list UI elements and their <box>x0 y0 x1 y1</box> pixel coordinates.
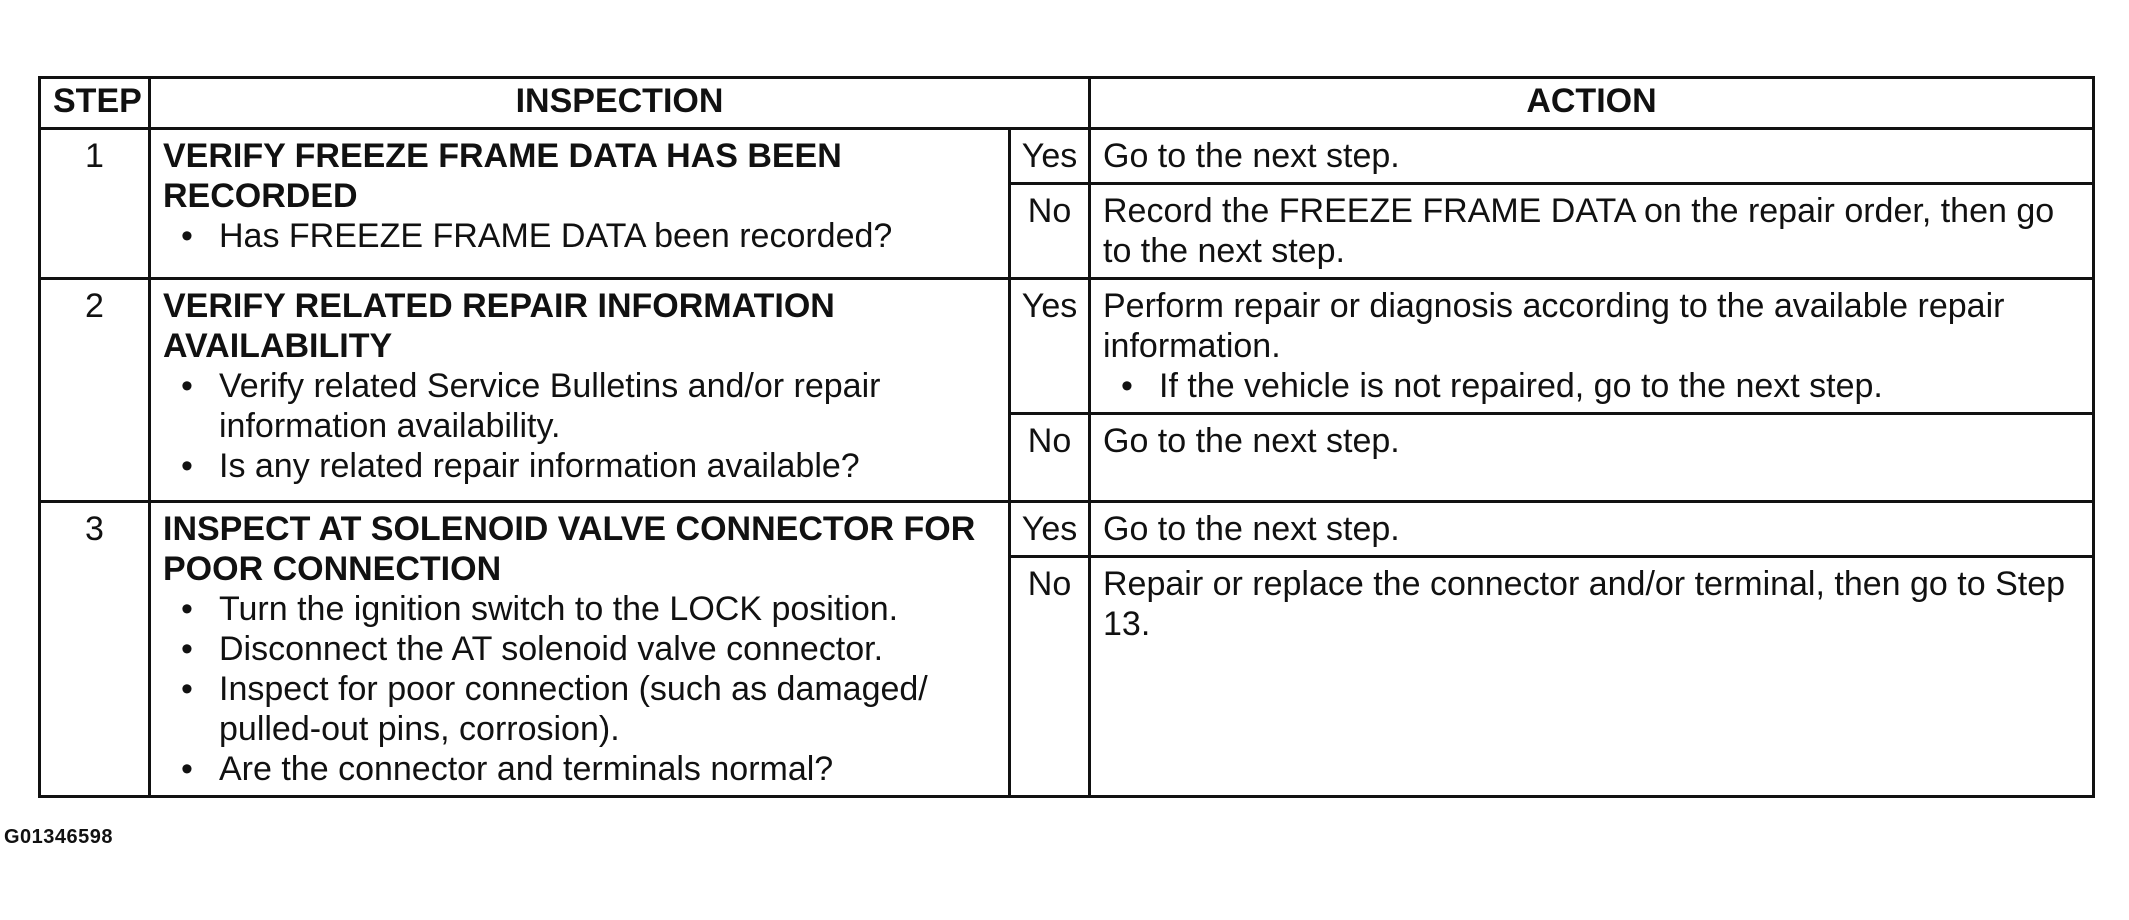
table-row <box>40 129 2094 184</box>
inspection-bullet: • Is any related repair information available? <box>181 446 996 486</box>
inspection-bullet: • Verify related Service Bulletins and/or repair information availability. <box>181 366 996 446</box>
step-number: 2 <box>40 279 150 502</box>
yes-action: Go to the next step. <box>1090 502 2094 557</box>
inspection-title: VERIFY RELATED REPAIR INFORMATION AVAILABILITY <box>163 287 835 365</box>
inspection-cell <box>150 502 1010 797</box>
no-action: Go to the next step. <box>1090 414 2094 502</box>
figure-id: G01346598 <box>4 826 114 848</box>
yes-label: Yes <box>1010 279 1090 414</box>
yes-action-cell <box>1090 279 2094 414</box>
inspection-bullets <box>163 366 996 486</box>
no-action: Record the FREEZE FRAME DATA on the repair order, then go to the next step. <box>1090 184 2094 279</box>
no-action: Repair or replace the connector and/or terminal, then go to Step 13. <box>1090 557 2094 797</box>
step-number: 1 <box>40 129 150 279</box>
inspection-title: VERIFY FREEZE FRAME DATA HAS BEEN RECORDED <box>163 137 842 215</box>
inspection-bullets <box>163 216 996 256</box>
inspection-bullet: • Disconnect the AT solenoid valve connector. <box>181 629 996 669</box>
no-label: No <box>1010 184 1090 279</box>
yes-action: Go to the next step. <box>1090 129 2094 184</box>
action-bullet: • If the vehicle is not repaired, go to the next step. <box>1121 366 2080 406</box>
step-number: 3 <box>40 502 150 797</box>
yes-label: Yes <box>1010 502 1090 557</box>
table-header-row <box>40 78 2094 129</box>
inspection-bullet: • Inspect for poor connection (such as damaged/ pulled-out pins, corrosion). <box>181 669 996 749</box>
inspection-bullet: • Has FREEZE FRAME DATA been recorded? <box>181 216 996 256</box>
no-label: No <box>1010 557 1090 797</box>
header-inspection: INSPECTION <box>150 78 1090 129</box>
inspection-bullets <box>163 589 996 789</box>
inspection-cell <box>150 129 1010 279</box>
yes-label: Yes <box>1010 129 1090 184</box>
inspection-cell <box>150 279 1010 502</box>
action-bullets <box>1103 366 2080 406</box>
inspection-title: INSPECT AT SOLENOID VALVE CONNECTOR FOR POOR CONNECTION <box>163 510 976 588</box>
diagnostic-table <box>38 76 2095 798</box>
yes-action: Perform repair or diagnosis according to the available repair information. <box>1103 287 2005 365</box>
header-step: STEP <box>40 78 150 129</box>
no-label: No <box>1010 414 1090 502</box>
header-action: ACTION <box>1090 78 2094 129</box>
table-row <box>40 502 2094 557</box>
inspection-bullet: • Turn the ignition switch to the LOCK position. <box>181 589 996 629</box>
inspection-bullet: • Are the connector and terminals normal? <box>181 749 996 789</box>
table-row <box>40 279 2094 414</box>
